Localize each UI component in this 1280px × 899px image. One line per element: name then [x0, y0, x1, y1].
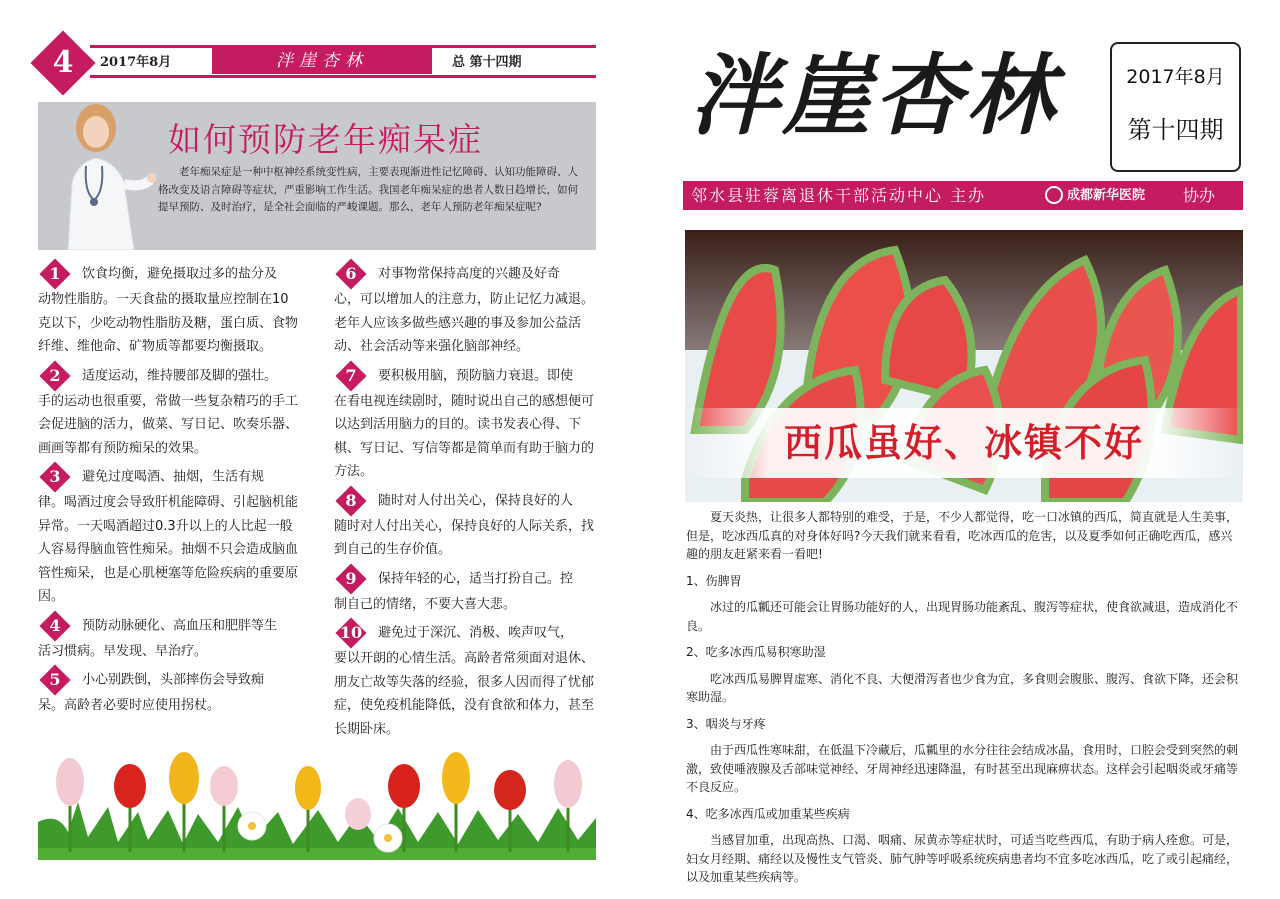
section-text: 当感冒加重，出现高热、口渴、咽痛、尿黄赤等症状时，可适当吃些西瓜，有助于病人痊愈。可是，妇女月经期、痛经以及慢性支气管炎、肺气肿等呼吸系统疾病患者均不宜多吃冰西瓜，吃了或引起痛经，以及加重某些疾病等。	[686, 833, 1239, 884]
tip-body: 心，可以增加人的注意力，防止记忆力减退。老年人应该多做些感兴趣的事及参加公益活动、社会活动等来强化脑部神经。	[334, 292, 595, 354]
issue-date: 2017年8月	[1126, 66, 1225, 88]
tip-head: 小心别跌倒，头部摔伤会导致痴	[82, 672, 265, 688]
section-text: 冰过的瓜瓤还可能会让胃肠功能好的人，出现胃肠功能紊乱、腹泻等症状，使食欲减退，造成消化不良。	[686, 600, 1239, 633]
intro-box	[38, 102, 596, 250]
section-title: 3、咽炎与牙疼	[686, 716, 766, 731]
tip-head: 避免过度喝酒、抽烟，生活有规	[82, 469, 265, 485]
tip-head: 避免过于深沉、消极、唉声叹气，	[378, 625, 574, 641]
header-rule-bottom	[90, 75, 596, 78]
header-brand: 泮崖杏林	[212, 48, 432, 74]
header-issue: 总 第十四期	[452, 55, 522, 70]
section-title: 2、吃多冰西瓜易积寒助湿	[686, 645, 826, 659]
tip-number-badge: 2	[38, 362, 72, 390]
section-title: 4、吃多冰西瓜或加重某些疾病	[686, 806, 850, 821]
article-headline: 西瓜虽好、冰镇不好	[783, 420, 1144, 465]
section-text: 吃冰西瓜易脾胃虚寒、消化不良、大便滑泻者也少食为宜，多食则会腹胀、腹泻、食欲下降，还会积寒助湿。	[686, 671, 1239, 704]
tip-head: 预防动脉硬化、高血压和肥胖等生	[82, 618, 278, 633]
tip-body: 手的运动也很重要，常做一些复杂精巧的手工会促进脑的活力，做菜、写日记、吹奏乐器、画画等都有预防痴呆的效果。	[38, 393, 299, 456]
organizer-bar	[683, 181, 1243, 210]
tip-head: 随时对人付出关心，保持良好的人	[378, 493, 574, 508]
tip-body: 活习惯病。早发现、早治疗。	[38, 643, 208, 659]
tip-body: 律。喝酒过度会导致肝机能障碍、引起脑机能异常。一天喝酒超过0.3升以上的人比起一般人容易得脑血管性痴呆。抽烟不只会造成脑血管性痴呆，也是心肌梗塞等危险疾病的重要原因。	[38, 495, 299, 604]
tip-head: 适度运动，维持腰部及脚的强壮。	[82, 368, 278, 383]
page-number: 4	[52, 45, 74, 80]
intro-title: 如何预防老年痴呆症	[168, 120, 483, 159]
tip-number-badge: 4	[38, 612, 72, 640]
tip-body: 要以开朗的心情生活。高龄者常须面对退休、朋友亡故等失落的经验，很多人因而得了忧郁症，使免疫机能降低，没有食欲和体力，甚至长期卧床。	[334, 651, 595, 737]
tip-body: 呆。高龄者必要时应使用拐杖。	[38, 698, 221, 713]
tips-column-right	[334, 260, 596, 744]
tip-item	[38, 362, 300, 461]
tip-head: 要积极用脑，预防脑力衰退。即使	[378, 368, 574, 383]
tip-body: 随时对人付出关心，保持良好的人际关系，找到自己的生存价值。	[334, 518, 595, 557]
tip-number-badge: 3	[38, 463, 72, 491]
tip-item	[334, 362, 596, 484]
tip-head: 饮食均衡，避免摄取过多的盐分及	[82, 266, 278, 282]
tip-number-badge: 7	[334, 362, 368, 390]
tip-number-badge: 10	[334, 619, 368, 647]
doctor-illustration	[38, 102, 156, 250]
tip-item	[38, 612, 300, 664]
tip-body: 在看电视连续剧时，随时说出自己的感想便可以达到活用脑力的目的。读书发表心得、下棋、写日记、写信等都是简单而有助于脑力的方法。	[334, 393, 595, 479]
tip-item	[38, 666, 300, 718]
tip-item	[38, 260, 300, 359]
masthead-calligraphy: 泮崖杏林	[690, 43, 1059, 147]
organizer-assist: 协办	[1183, 186, 1216, 205]
tip-item	[334, 565, 596, 617]
issue-number: 第十四期	[1127, 116, 1224, 144]
tip-head: 保持年轻的心，适当打扮自己。控	[378, 571, 574, 586]
tulip-flowers-image	[38, 752, 596, 860]
tip-number-badge: 5	[38, 666, 72, 694]
tip-head: 对事物常保持高度的兴趣及好奇	[378, 266, 561, 282]
article-intro: 夏天炎热，让很多人都特别的难受，于是，不少人都觉得，吃一口冰镇的西瓜，简直就是人生美事，但是，吃冰西瓜真的对身体好吗?今天我们就来看看，吃冰西瓜的危害，以及夏季如何正确吃西瓜，感兴趣的朋友赶紧来看一看吧!	[686, 510, 1239, 561]
tip-item	[334, 487, 596, 562]
tip-body: 动物性脂肪。一天食盐的摄取量应控制在10克以下，少吃动物性脂肪及糖，蛋白质、食物纤维、维他命、矿物质等都要均衡摄取。	[38, 292, 299, 354]
tip-item	[334, 619, 596, 741]
tip-number-badge: 6	[334, 260, 368, 288]
intro-text: 老年痴呆症是一种中枢神经系统变性病，主要表现渐进性记忆障碍、认知功能障碍、人格改变及语言障碍等症状，严重影响工作生活。我国老年痴呆症的患者人数日趋增长，如何提早预防、及时治疗，是全社会面临的严峻课题。那么，老年人预防老年痴呆症呢?	[158, 166, 578, 213]
tip-item	[334, 260, 596, 359]
article-body	[686, 508, 1242, 895]
tips-column-left	[38, 260, 300, 721]
tip-body: 制自己的情绪，不要大喜大悲。	[334, 596, 517, 612]
organizer-host: 邻水县驻蓉离退休干部活动中心 主办	[691, 186, 987, 205]
tip-item	[38, 463, 300, 609]
tip-number-badge: 1	[38, 260, 72, 288]
section-text: 由于西瓜性寒味甜，在低温下冷藏后，瓜瓤里的水分往往会结成冰晶，食用时，口腔会受到突然的刺激，致使唾液腺及舌部味觉神经、牙周神经迅速降温，有时甚至出现麻痹状态。这样会引起咽炎或牙痛等不良反应。	[686, 743, 1239, 794]
hospital-logo-text: 成都新华医院	[1067, 188, 1146, 203]
tip-number-badge: 8	[334, 487, 368, 515]
tip-number-badge: 9	[334, 565, 368, 593]
header-date: 2017年8月	[100, 55, 172, 70]
section-title: 1、伤脾胃	[686, 573, 742, 588]
hospital-logo-icon	[1045, 186, 1063, 204]
